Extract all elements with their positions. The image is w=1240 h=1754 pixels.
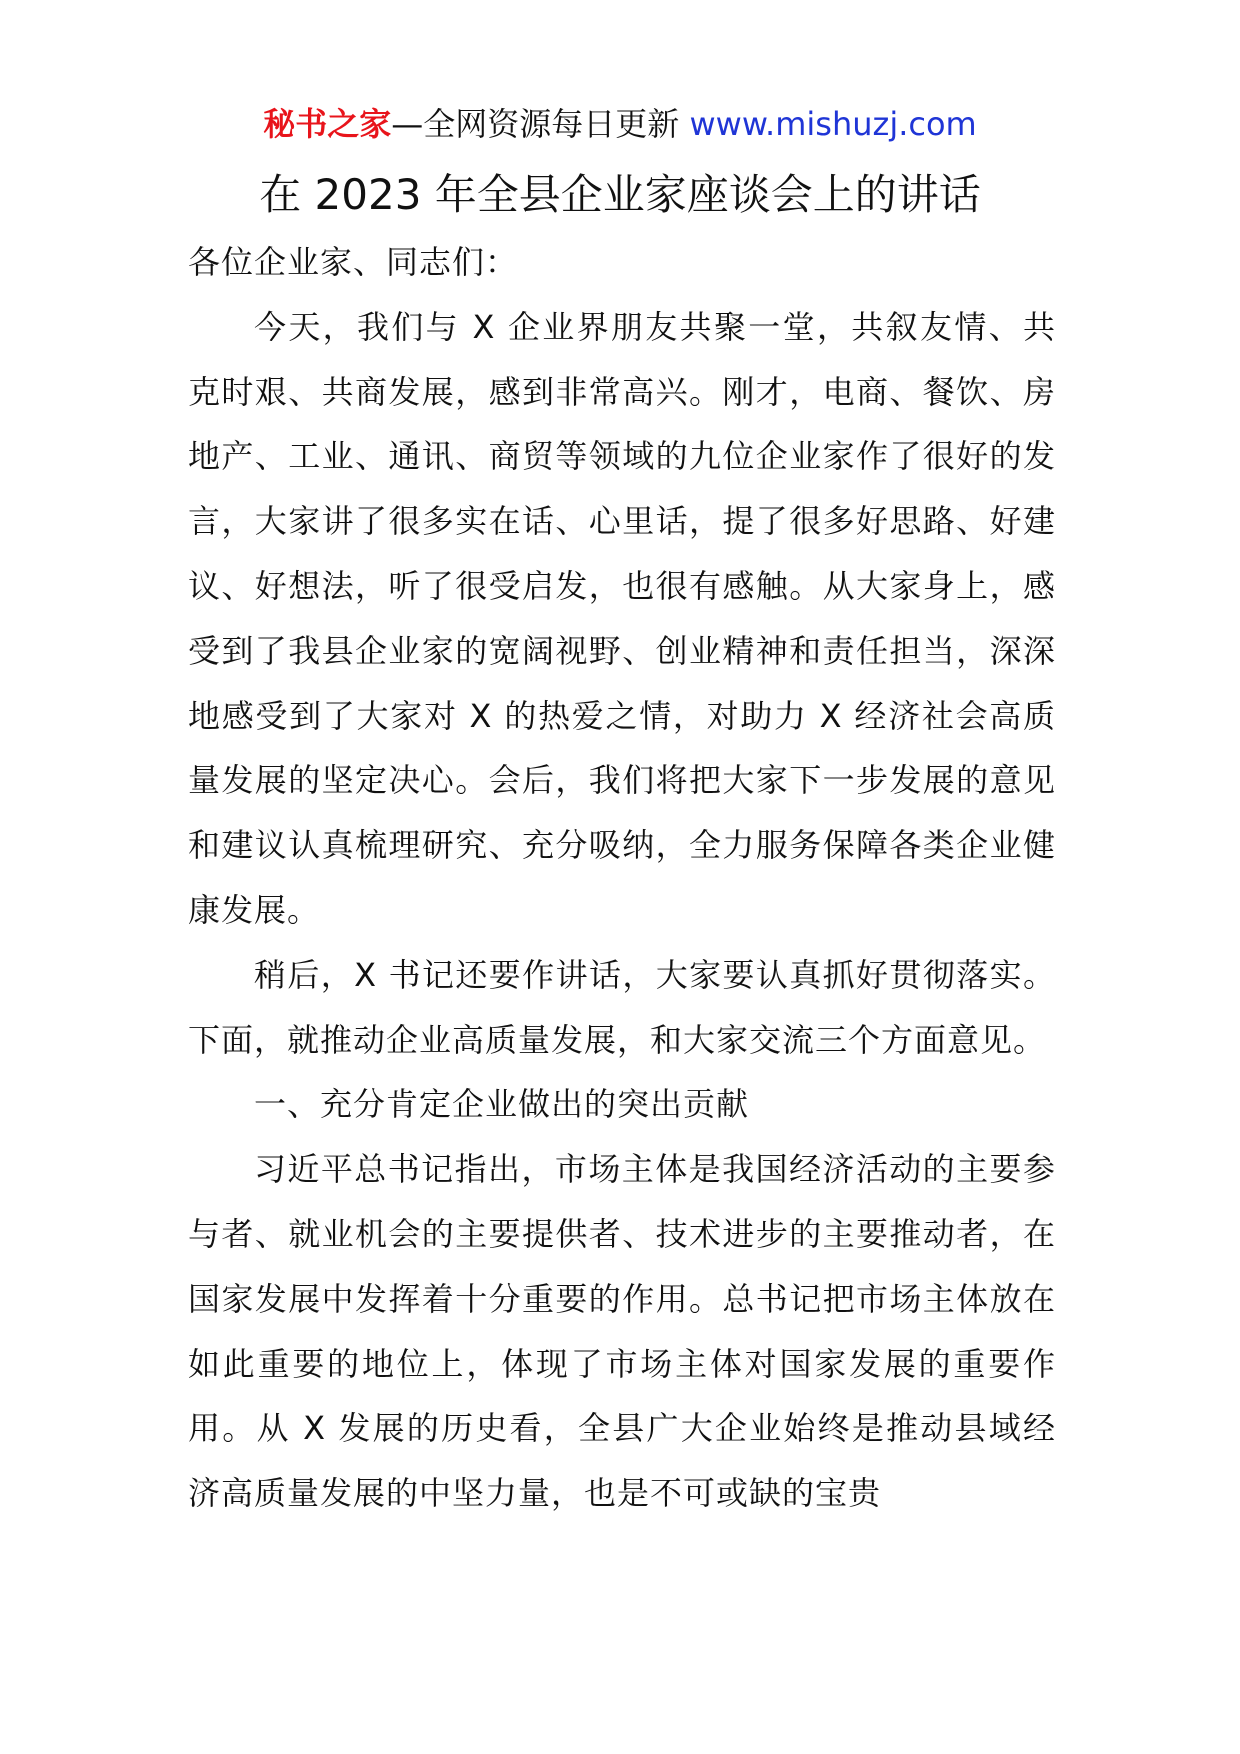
document-body xyxy=(188,230,1056,1526)
paragraph: 今天，我们与 X 企业界朋友共聚一堂，共叙友情、共克时艰、共商发展，感到非常高兴。刚才，电商、餐饮、房地产、工业、通讯、商贸等领域的九位企业家作了很好的发言，大家讲了很多实在话、心里话，提了很多好思路、好建议、好想法，听了很受启发，也很有感触。从大家身上，感受到了我县企业家的宽阔视野、创业精神和责任担当，深深地感受到了大家对 X 的热爱之情，对助力 X 经济社会高质量发展的坚定决心。会后，我们将把大家下一步发展的意见和建议认真梳理研究、充分吸纳，全力服务保障各类企业健康发展。 xyxy=(188,307,1056,929)
section-heading: 一、充分肯定企业做出的突出贡献 xyxy=(254,1085,750,1124)
site-brand: 秘书之家 xyxy=(263,105,392,143)
site-tagline: —全网资源每日更新 xyxy=(391,105,680,143)
document-title: 在 2023 年全县企业家座谈会上的讲话 xyxy=(259,170,981,219)
paragraph: 稍后，X 书记还要作讲话，大家要认真抓好贯彻落实。下面，就推动企业高质量发展，和大家交流三个方面意见。 xyxy=(188,955,1056,1059)
site-url-link[interactable]: www.mishuzj.com xyxy=(689,105,977,143)
paragraph: 习近平总书记指出，市场主体是我国经济活动的主要参与者、就业机会的主要提供者、技术进步的主要推动者，在国家发展中发挥着十分重要的作用。总书记把市场主体放在如此重要的地位上，体现了市场主体对国家发展的重要作用。从 X 发展的历史看，全县广大企业始终是推动县域经济高质量发展的中坚力量，也是不可或缺的宝贵 xyxy=(188,1150,1056,1513)
site-header xyxy=(0,98,1240,150)
salutation: 各位企业家、同志们： xyxy=(188,243,519,281)
